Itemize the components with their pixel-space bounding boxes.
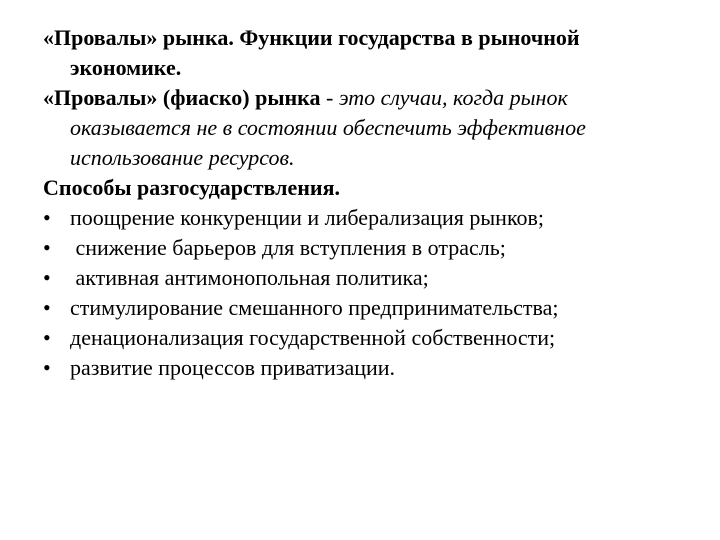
bullet-icon: • [43,355,51,380]
list-item [0,203,720,233]
definition-term: «Провалы» (фиаско) рынка [43,85,321,110]
list-item [0,263,720,293]
list-item-text: активная антимонопольная политика; [70,265,429,290]
definition-separator: - [320,85,339,110]
list-item [0,323,720,353]
bullet-icon: • [43,235,51,260]
bullet-icon: • [43,265,51,290]
section-title: Способы разгосударствления. [43,175,340,200]
definition-text: это случаи, когда рынок оказывается не в состоянии обеспечить эффективное использование ресурсов. [70,85,586,170]
slide-heading: «Провалы» рынка. Функции государства в рыночной экономике. [43,25,580,80]
bullet-icon: • [43,205,51,230]
list-item-text: развитие процессов приватизации. [70,355,396,380]
list-item [0,353,720,383]
bullet-list [0,203,720,383]
definition-paragraph [0,83,640,173]
list-item [0,233,720,263]
list-item [0,293,720,323]
list-item-text: снижение барьеров для вступления в отрасль; [70,235,506,260]
bullet-icon: • [43,295,51,320]
bullet-icon: • [43,325,51,350]
list-item-text: стимулирование смешанного предпринимательства; [70,295,559,320]
list-item-text: поощрение конкуренции и либерализация рынков; [70,205,545,230]
list-item-text: денационализация государственной собственности; [70,325,556,350]
